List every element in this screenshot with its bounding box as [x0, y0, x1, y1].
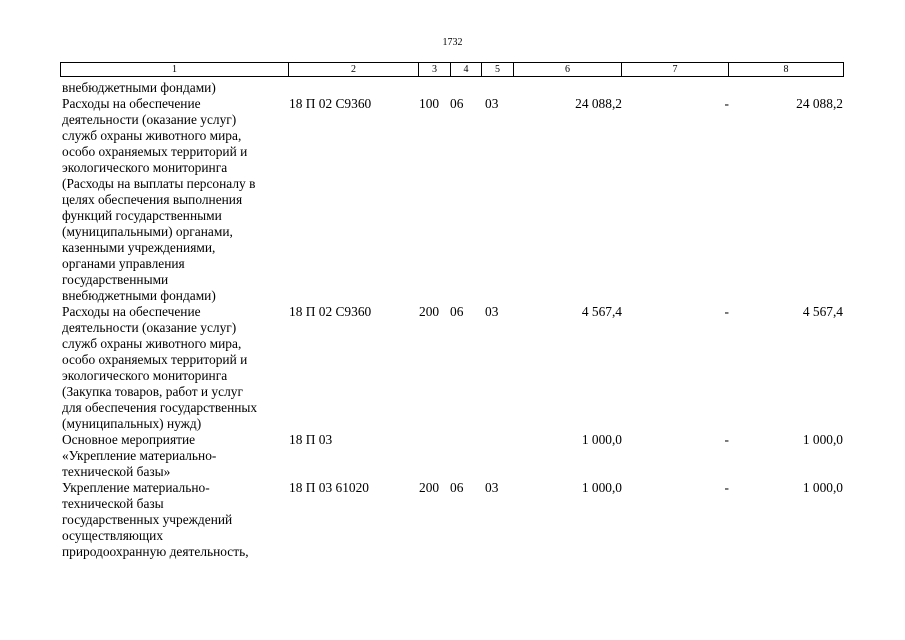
- row-name: [60, 480, 290, 560]
- row-subsection: 03: [485, 96, 499, 111]
- table-row: [60, 96, 843, 304]
- row-name-line: (Закупка товаров, работ и услуг: [62, 384, 243, 399]
- row-name-line: Укрепление материально-: [62, 480, 210, 495]
- row-name-line: для обеспечения государственных: [62, 400, 258, 415]
- row-name-line: целях обеспечения выполнения: [62, 192, 243, 207]
- row-name-line: внебюджетными фондами): [62, 288, 216, 303]
- row-name-line: особо охраняемых территорий и: [62, 144, 248, 159]
- row-name-line: Расходы на обеспечение: [62, 304, 201, 319]
- continuation-text: внебюджетными фондами): [62, 80, 216, 95]
- row-name-line: Основное мероприятие: [62, 432, 196, 447]
- row-code: 18 П 02 С9360: [289, 96, 372, 111]
- row-value-col7: -: [724, 96, 729, 111]
- budget-table-body: [60, 80, 843, 560]
- row-code: 18 П 03 61020: [289, 480, 369, 495]
- row-section: 06: [450, 96, 464, 111]
- row-value-col7: -: [724, 304, 729, 319]
- row-value-col6: 1 000,0: [581, 432, 622, 447]
- row-code: 18 П 02 С9360: [289, 304, 372, 319]
- continuation-row: [60, 80, 843, 96]
- column-header-8: 8: [729, 63, 844, 77]
- row-name-line: технической базы: [62, 496, 164, 511]
- row-value-col7: -: [724, 480, 729, 495]
- column-header-7: 7: [622, 63, 729, 77]
- column-header-5: 5: [482, 63, 514, 77]
- row-name-line: осуществляющих: [62, 528, 164, 543]
- row-name-line: служб охраны животного мира,: [62, 128, 242, 143]
- row-value-col8: 24 088,2: [796, 96, 843, 111]
- row-name-line: (муниципальных) нужд): [62, 416, 202, 431]
- row-expense-type: 100: [419, 96, 440, 111]
- row-name-line: (Расходы на выплаты персоналу в: [62, 176, 256, 191]
- row-name: [60, 96, 290, 304]
- row-name-line: служб охраны животного мира,: [62, 336, 242, 351]
- row-name-line: органами управления: [62, 256, 185, 271]
- row-subsection: 03: [485, 304, 499, 319]
- row-expense-type: 200: [419, 304, 440, 319]
- row-name-line: «Укрепление материально-: [62, 448, 217, 463]
- column-header-1: 1: [61, 63, 289, 77]
- row-name: [60, 432, 290, 480]
- row-value-col6: 4 567,4: [581, 304, 622, 319]
- column-header-2: 2: [289, 63, 419, 77]
- row-name: [60, 304, 290, 432]
- row-expense-type: 200: [419, 480, 440, 495]
- column-header-3: 3: [419, 63, 451, 77]
- row-name-line: деятельности (оказание услуг): [62, 112, 237, 127]
- row-name-line: Расходы на обеспечение: [62, 96, 201, 111]
- row-name-line: государственными: [62, 272, 169, 287]
- row-name-line: казенными учреждениями,: [62, 240, 216, 255]
- table-row: [60, 304, 843, 432]
- row-value-col7: -: [724, 432, 729, 447]
- column-header-6: 6: [514, 63, 622, 77]
- page-number: 1732: [442, 37, 463, 48]
- row-value-col6: 24 088,2: [575, 96, 622, 111]
- row-section: 06: [450, 304, 464, 319]
- row-section: 06: [450, 480, 464, 495]
- table-row: [60, 480, 843, 560]
- row-name-line: функций государственными: [62, 208, 222, 223]
- row-subsection: 03: [485, 480, 499, 495]
- column-header-4: 4: [451, 63, 482, 77]
- row-value-col8: 1 000,0: [802, 480, 843, 495]
- row-name-line: деятельности (оказание услуг): [62, 320, 237, 335]
- row-value-col8: 4 567,4: [802, 304, 843, 319]
- row-name-line: государственных учреждений: [62, 512, 233, 527]
- row-name-line: (муниципальными) органами,: [62, 224, 233, 239]
- row-value-col6: 1 000,0: [581, 480, 622, 495]
- table-row: [60, 432, 843, 480]
- row-name-line: природоохранную деятельность,: [62, 544, 249, 559]
- row-value-col8: 1 000,0: [802, 432, 843, 447]
- column-header-table: [60, 62, 844, 77]
- row-name-line: экологического мониторинга: [62, 368, 228, 383]
- row-name-line: технической базы»: [62, 464, 171, 479]
- row-name-line: экологического мониторинга: [62, 160, 228, 175]
- row-name-line: особо охраняемых территорий и: [62, 352, 248, 367]
- row-code: 18 П 03: [289, 432, 333, 447]
